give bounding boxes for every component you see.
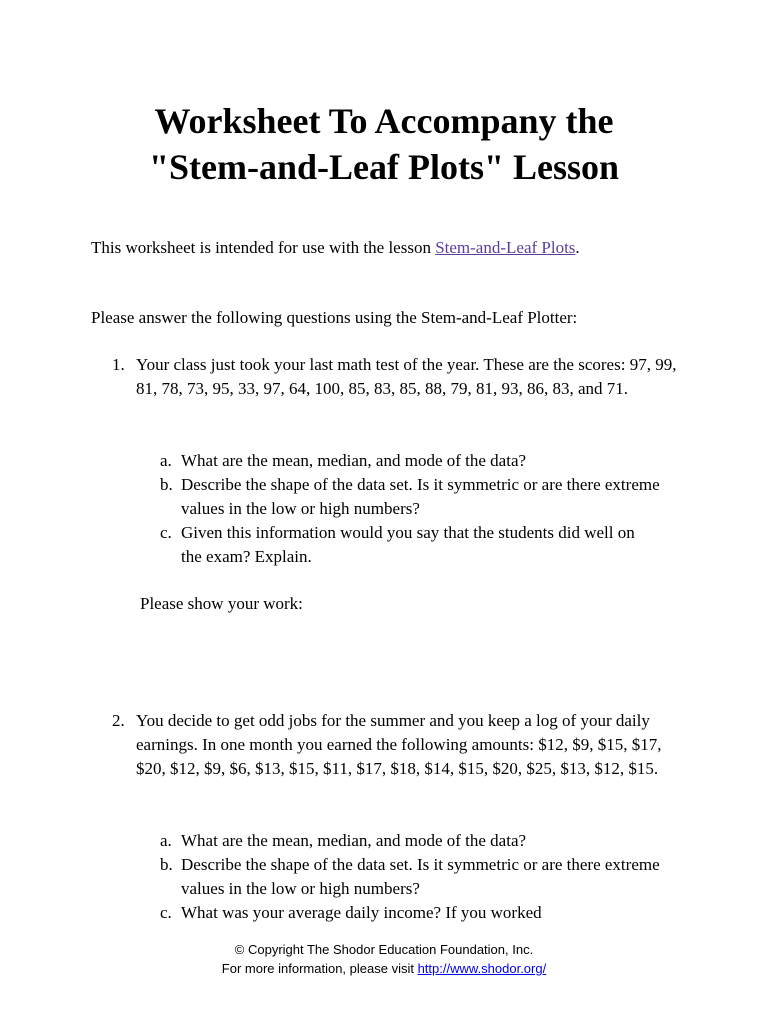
question-text: Your class just took your last math test of the year. These are the scores: 97, 99, 81, 78, 73, 95, 33, 97, 64, 100, 85, 83, 85, 88, 79, 81, 93, 86, 83, and 71. bbox=[136, 355, 677, 398]
instructions-prompt: Please answer the following questions using the Stem-and-Leaf Plotter: bbox=[91, 308, 578, 327]
question-1-subquestions bbox=[160, 449, 700, 569]
title-line-2: "Stem-and-Leaf Plots" Lesson bbox=[149, 147, 619, 187]
intro-paragraph bbox=[91, 236, 580, 260]
subquestion bbox=[160, 521, 700, 569]
show-work-prompt: Please show your work: bbox=[140, 594, 303, 613]
subquestion-label: a. bbox=[160, 451, 172, 470]
lesson-link[interactable]: Stem-and-Leaf Plots bbox=[435, 238, 576, 257]
question-1 bbox=[112, 353, 682, 401]
more-info-text: For more information, please visit bbox=[221, 961, 418, 976]
subquestion-text: What was your average daily income? If you worked bbox=[181, 903, 542, 922]
subquestion-label: c. bbox=[160, 523, 172, 542]
title-line-1: Worksheet To Accompany the bbox=[154, 101, 614, 141]
question-2-subquestions bbox=[160, 829, 700, 925]
subquestion bbox=[160, 473, 700, 521]
copyright-notice: © Copyright The Shodor Education Foundation, Inc. bbox=[234, 942, 534, 957]
intro-text: This worksheet is intended for use with the lesson bbox=[91, 238, 436, 257]
subquestion-label: a. bbox=[160, 831, 172, 850]
subquestion-label: b. bbox=[160, 855, 173, 874]
subquestion-text: What are the mean, median, and mode of the data? bbox=[181, 451, 527, 470]
subquestion-text: Describe the shape of the data set. Is it symmetric or are there extreme values in the low or high numbers? bbox=[181, 475, 660, 518]
subquestion-text: Given this information would you say that the students did well on the exam? Explain. bbox=[181, 523, 635, 566]
subquestion-text: Describe the shape of the data set. Is it symmetric or are there extreme values in the low or high numbers? bbox=[181, 855, 660, 898]
subquestion bbox=[160, 853, 700, 901]
intro-suffix: . bbox=[575, 238, 580, 257]
subquestion bbox=[160, 829, 700, 853]
question-2 bbox=[112, 709, 682, 781]
more-info-line bbox=[0, 959, 768, 978]
subquestion bbox=[160, 449, 700, 473]
shodor-link[interactable]: http://www.shodor.org/ bbox=[417, 961, 547, 976]
question-text: You decide to get odd jobs for the summer and you keep a log of your daily earnings. In one month you earned the following amounts: $12, $9, $15, $17, $20, $12, $9, $6, $13, $15, $11, $17, $18, $14, $15, $20, $25, $13, $12, $15. bbox=[136, 711, 662, 778]
subquestion-label: b. bbox=[160, 475, 173, 494]
page-footer bbox=[0, 940, 768, 978]
subquestion-text: What are the mean, median, and mode of the data? bbox=[181, 831, 527, 850]
question-number: 1. bbox=[112, 355, 125, 374]
question-number: 2. bbox=[112, 711, 125, 730]
subquestion bbox=[160, 901, 700, 925]
worksheet-title bbox=[0, 98, 768, 190]
subquestion-label: c. bbox=[160, 903, 172, 922]
